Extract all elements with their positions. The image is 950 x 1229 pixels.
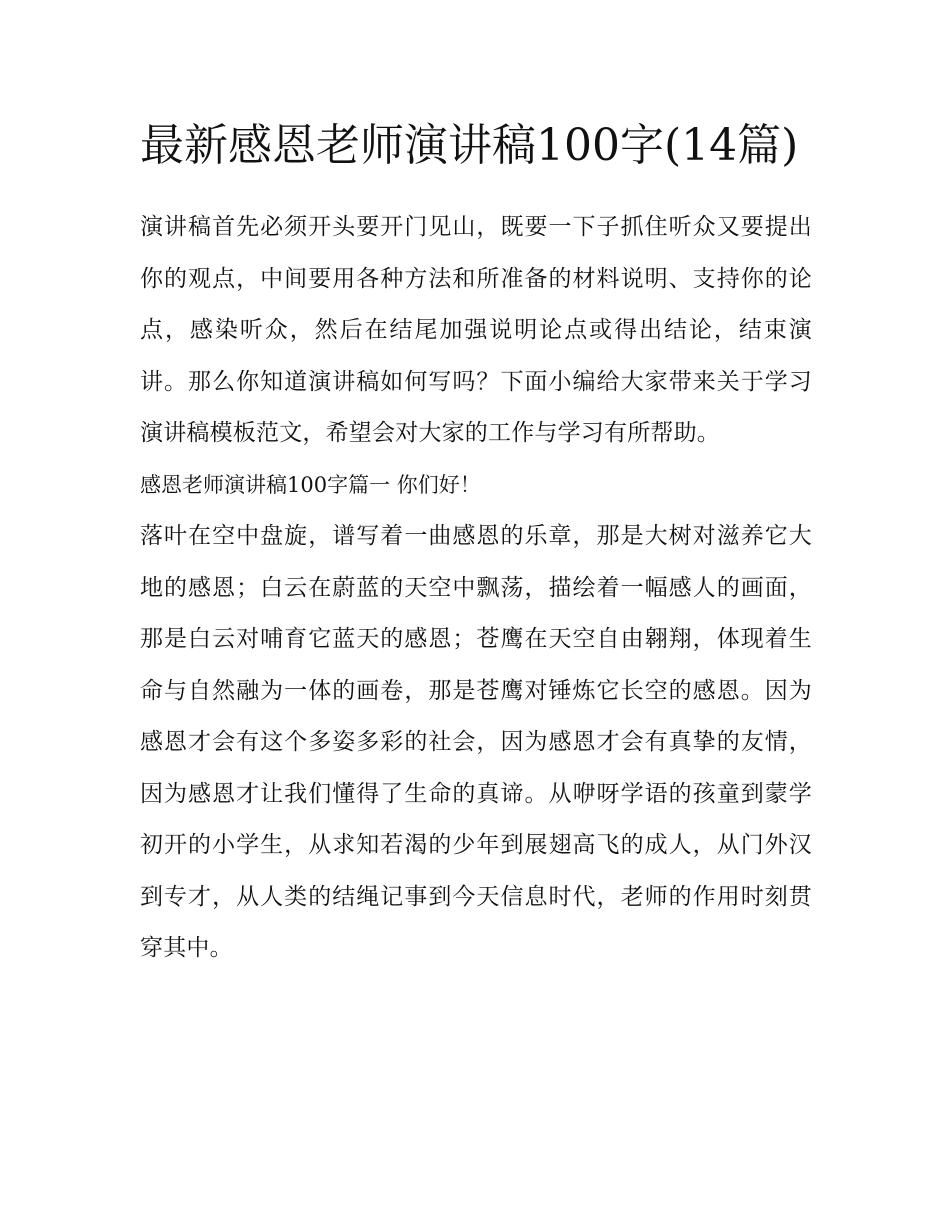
document-content — [140, 112, 812, 975]
document-title: 最新感恩老师演讲稿100字(14篇) — [140, 120, 799, 171]
section-heading: 感恩老师演讲稿100字篇一 你们好！ — [140, 472, 481, 497]
body-paragraph: 落叶在空中盘旋，谱写着一曲感恩的乐章，那是大树对滋养它大地的感恩；白云在蔚蓝的天空中飘荡，描绘着一幅感人的画面，那是白云对哺育它蓝天的感恩；苍鹰在天空自由翱翔，体现着生命与自然融为一体的画卷，那是苍鹰对锤炼它长空的感恩。因为感恩才会有这个多姿多彩的社会，因为感恩才会有真挚的友情，因为感恩才让我们懂得了生命的真谛。从咿呀学语的孩童到蒙学初开的小学生，从求知若渴的少年到展翅高飞的成人，从门外汉到专才，从人类的结绳记事到今天信息时代，老师的作用时刻贯穿其中。 — [140, 523, 812, 961]
intro-paragraph: 演讲稿首先必须开头要开门见山，既要一下子抓住听众又要提出你的观点，中间要用各种方法和所准备的材料说明、支持你的论点，感染听众，然后在结尾加强说明论点或得出结论，结束演讲。那么你知道演讲稿如何写吗？下面小编给大家带来关于学习演讲稿模板范文，希望会对大家的工作与学习有所帮助。 — [140, 214, 812, 446]
